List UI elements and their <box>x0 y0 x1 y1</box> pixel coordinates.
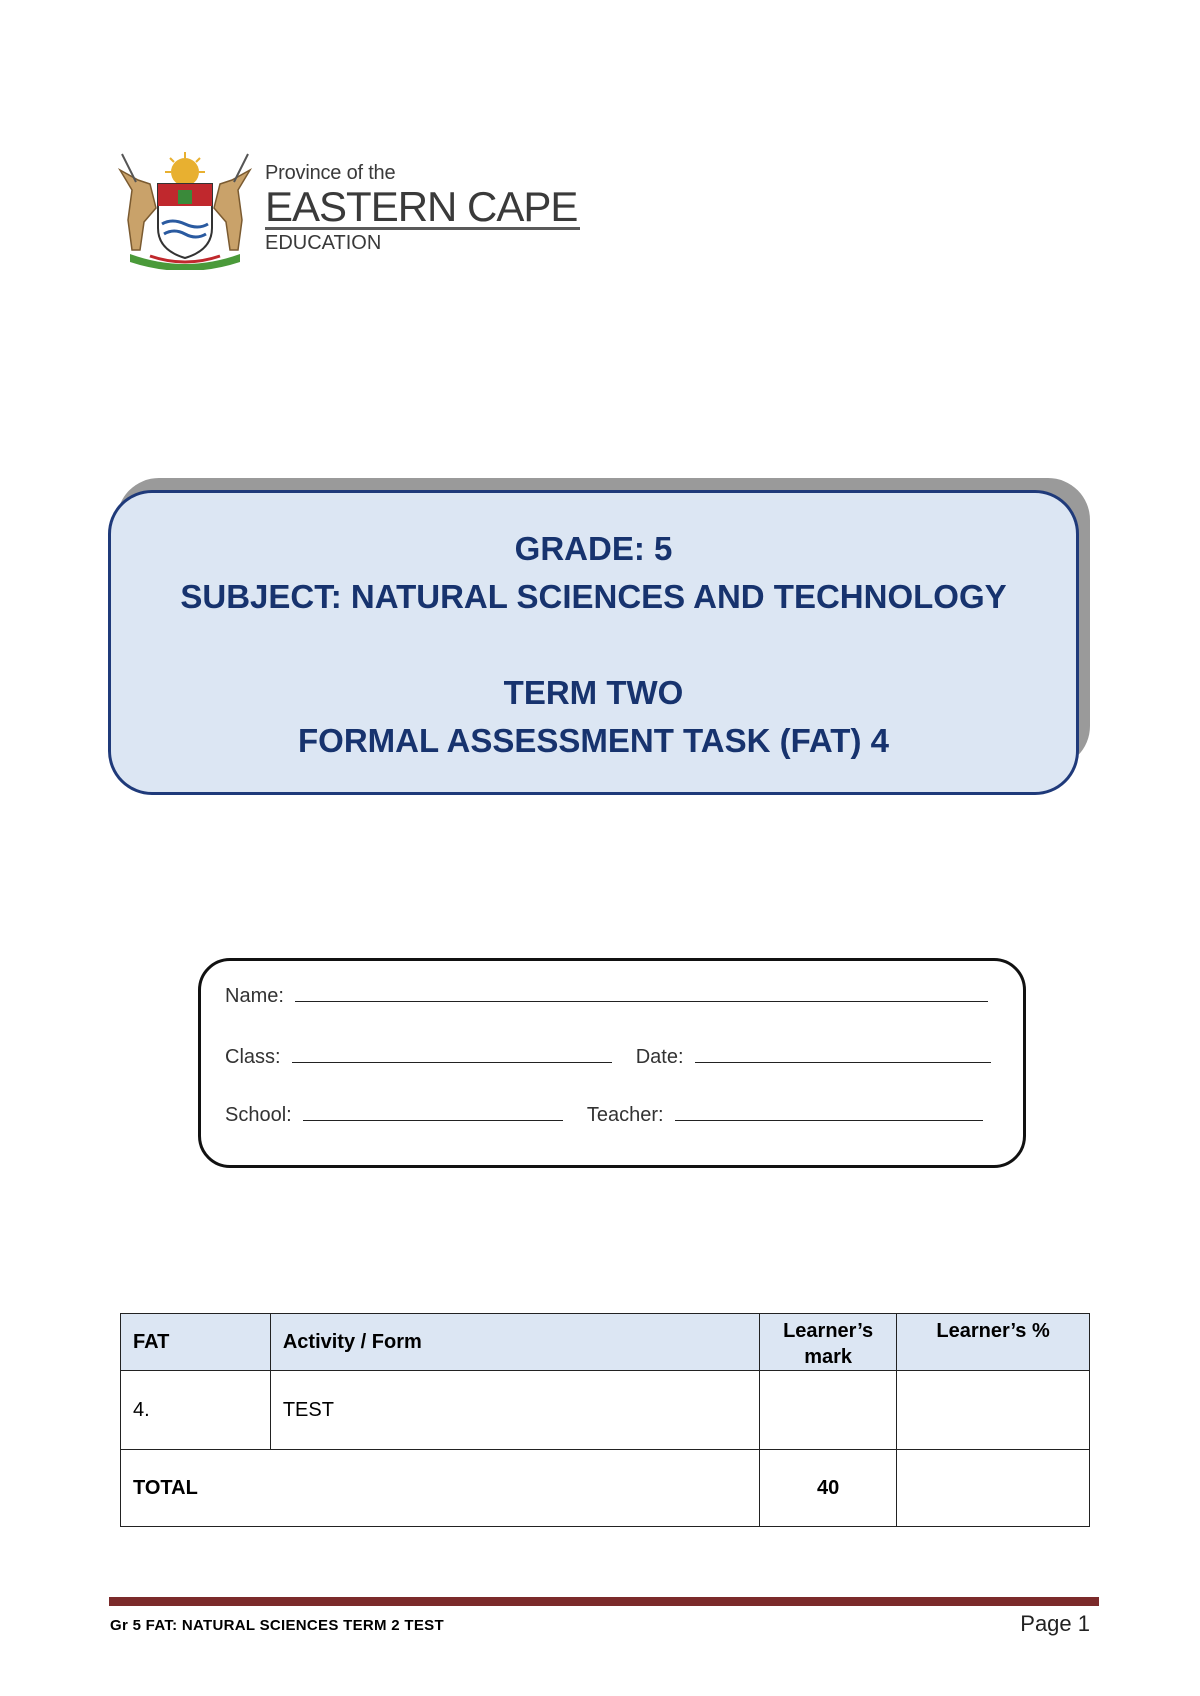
title-box <box>108 490 1079 795</box>
coat-of-arms-icon <box>110 150 260 270</box>
school-teacher-row <box>225 1102 983 1127</box>
name-field[interactable] <box>295 983 988 1002</box>
learner-info-box <box>198 958 1026 1168</box>
logo-education-text: EDUCATION <box>265 232 382 254</box>
date-field[interactable] <box>695 1044 991 1063</box>
class-date-row <box>225 1044 991 1069</box>
table-total-row <box>121 1450 1090 1527</box>
school-label: School: <box>225 1104 292 1126</box>
term-heading: TERM TWO <box>503 674 684 711</box>
title-spacer <box>111 621 1076 669</box>
logo-province-text: Province of the <box>265 162 396 184</box>
cell-activity: TEST <box>270 1371 759 1450</box>
marks-table <box>120 1313 1090 1527</box>
name-row <box>225 983 988 1008</box>
cell-percent[interactable] <box>897 1371 1090 1450</box>
table-header-row <box>121 1314 1090 1371</box>
footer-divider <box>109 1597 1099 1606</box>
school-field[interactable] <box>303 1102 563 1121</box>
header-learner-mark: Learner’s mark <box>760 1314 897 1371</box>
teacher-field[interactable] <box>675 1102 983 1121</box>
total-percent-cell[interactable] <box>897 1450 1090 1527</box>
class-field[interactable] <box>292 1044 612 1063</box>
name-label: Name: <box>225 985 284 1007</box>
header-learner-percent: Learner’s % <box>897 1314 1090 1371</box>
footer-document-title: Gr 5 FAT: NATURAL SCIENCES TERM 2 TEST <box>110 1617 444 1634</box>
class-label: Class: <box>225 1046 281 1068</box>
task-heading: FORMAL ASSESSMENT TASK (FAT) 4 <box>298 722 889 759</box>
header-activity: Activity / Form <box>270 1314 759 1371</box>
page-number: Page 1 <box>1020 1611 1090 1636</box>
grade-heading: GRADE: 5 <box>514 530 673 567</box>
total-marks: 40 <box>760 1450 897 1527</box>
department-logo <box>110 150 590 270</box>
logo-eastern-cape-text: EASTERN CAPE <box>265 183 578 230</box>
date-label: Date: <box>635 1046 684 1068</box>
table-row <box>121 1371 1090 1450</box>
subject-heading: SUBJECT: NATURAL SCIENCES AND TECHNOLOGY <box>180 578 1007 615</box>
cell-fat: 4. <box>121 1371 271 1450</box>
total-label: TOTAL <box>121 1450 760 1527</box>
header-fat: FAT <box>121 1314 271 1371</box>
cell-mark[interactable] <box>760 1371 897 1450</box>
teacher-label: Teacher: <box>586 1104 664 1126</box>
